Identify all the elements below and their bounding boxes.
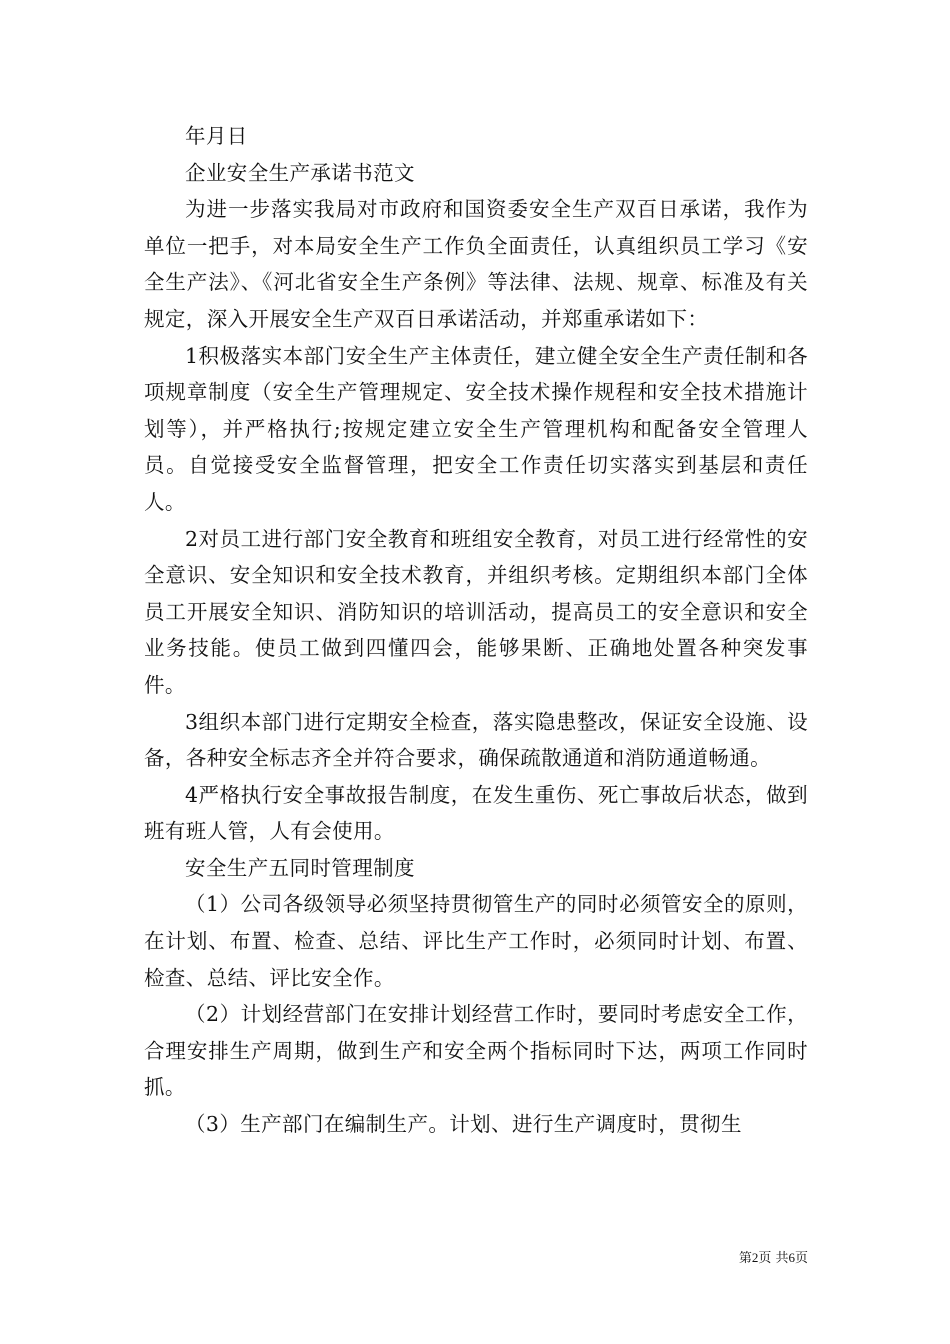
total-page-number: 6 <box>788 1250 795 1265</box>
footer-suffix: 页 <box>794 1251 808 1266</box>
paragraph-item-2: 2对员工进行部门安全教育和班组安全教育，对员工进行经常性的安全意识、安全知识和安全技术教育，并组织考核。定期组织本部门全体员工开展安全知识、消防知识的培训活动，提高员工的安全意识和安全业务技能。使员工做到四懂四会，能够果断、正确地处置各种突发事件。 <box>144 526 808 697</box>
document-body <box>144 118 808 1143</box>
paragraph-rule-1: （1）公司各级领导必须坚持贯彻管生产的同时必须管安全的原则，在计划、布置、检查、总结、评比生产工作时，必须同时计划、布置、检查、总结、评比安全作。 <box>144 892 808 990</box>
section-title-five-simultaneous: 安全生产五同时管理制度 <box>185 855 415 880</box>
paragraph-intro: 为进一步落实我局对市政府和国资委安全生产双百日承诺，我作为单位一把手，对本局安全生产工作负全面责任，认真组织员工学习《安全生产法》、《河北省安全生产条例》等法律、法规、规章、标准及有关规定，深入开展安全生产双百日承诺活动，并郑重承诺如下： <box>144 197 808 331</box>
page-footer <box>700 1250 808 1267</box>
section-title-commitment: 企业安全生产承诺书范文 <box>185 160 415 185</box>
paragraph-item-3: 3组织本部门进行定期安全检查，落实隐患整改，保证安全设施、设备，各种安全标志齐全并符合要求，确保疏散通道和消防通道畅通。 <box>144 709 808 771</box>
paragraph-rule-2: （2）计划经营部门在安排计划经营工作时，要同时考虑安全工作，合理安排生产周期，做到生产和安全两个指标同时下达，两项工作同时抓。 <box>144 1002 808 1100</box>
date-line: 年月日 <box>185 124 248 148</box>
footer-middle: 页 共 <box>758 1251 789 1266</box>
footer-prefix: 第 <box>738 1251 752 1266</box>
paragraph-item-4: 4严格执行安全事故报告制度，在发生重伤、死亡事故后状态，做到班有班人管，人有会使用。 <box>144 782 808 844</box>
current-page-number: 2 <box>751 1250 759 1265</box>
paragraph-item-1: 1积极落实本部门安全生产主体责任，建立健全安全生产责任制和各项规章制度（安全生产管理规定、安全技术操作规程和安全技术措施计划等），并严格执行;按规定建立安全生产管理机构和配备安全管理人员。自觉接受安全监督管理，把安全工作责任切实落实到基层和责任人。 <box>144 343 808 514</box>
paragraph-rule-3: （3）生产部门在编制生产。计划、进行生产调度时，贯彻生 <box>185 1112 742 1137</box>
